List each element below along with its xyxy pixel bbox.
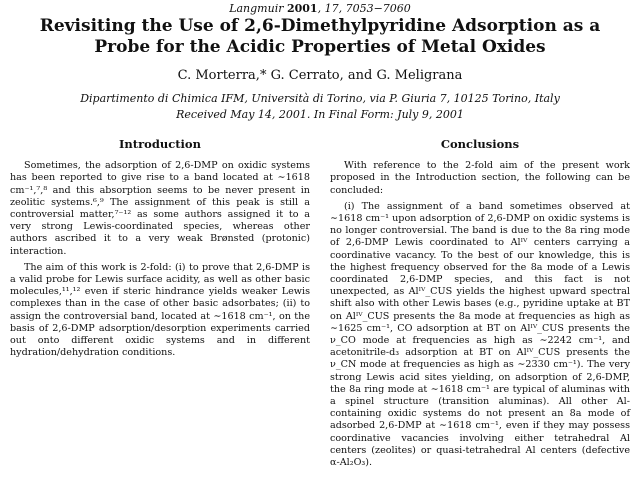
conclusions-section <box>330 138 630 473</box>
conclusions-heading: Conclusions <box>440 137 520 151</box>
introduction-section <box>10 138 310 363</box>
received-dates: Received May 14, 2001. In Final Form: July 9, 2001 <box>176 108 464 121</box>
affiliation: Dipartimento di Chimica IFM, Università di Torino, via P. Giuria 7, 10125 Torino, Italy <box>80 92 560 105</box>
introduction-heading: Introduction <box>119 137 201 151</box>
article-title: Revisiting the Use of 2,6-Dimethylpyridine Adsorption as a Probe for the Acidic Properties of Metal Oxides <box>39 16 601 57</box>
journal-year: 2001 <box>286 2 318 15</box>
journal-citation <box>0 2 640 15</box>
author-list: C. Morterra,* G. Cerrato, and G. Meligrana <box>177 68 463 83</box>
conclusions-paragraph-2: (i) The assignment of a band sometimes observed at ∼1618 cm⁻¹ upon adsorption of 2,6-DMP on oxidic systems is no longer controversial. The band is due to the 8a ring mode of 2,6-DMP Lewis coordinated to Alᴵⱽ centers carrying a coordinative vacancy. To the best of our knowledge, this is the highest frequency observed for the 8a mode of a Lewis coordinated 2,6-DMP species, and this fact is not unexpected, as Alᴵⱽ_CUS yields the highest upward spectral shift also with other Lewis bases (e.g., pyridine uptake at BT on Alᴵⱽ_CUS presents the 8a mode at frequencies as high as ∼1625 cm⁻¹, CO adsorption at BT on Alᴵⱽ_CUS presents the ν_CO mode at frequencies as high as ∼2242 cm⁻¹, and acetonitrile-d₃ adsorption at BT on Alᴵⱽ_CUS presents the ν_CN mode at frequencies as high as ∼2330 cm⁻¹). The very strong Lewis acid sites yielding, on adsorption of 2,6-DMP, the 8a ring mode at ∼1618 cm⁻¹ are typical of aluminas with a spinel structure (transition aluminas). All other Al-containing oxidic systems do not present an 8a mode of adsorbed 2,6-DMP at ∼1618 cm⁻¹, even if they may possess coordinative vacancies involving either tetrahedral Al centers (zeolites) or quasi-tetrahedral Al centers (defective α-Al₂O₃). <box>330 200 630 469</box>
introduction-paragraph-1: Sometimes, the adsorption of 2,6-DMP on oxidic systems has been reported to give rise to a band located at ∼1618 cm⁻¹,⁷,⁸ and this absorption seems to be never present in zeolitic systems.⁶,⁹ The assignment of this peak is still a controversial matter,⁷⁻¹² as some authors assigned it to a very strong Lewis-coordinated species, whereas other authors ascribed it to a very weak Brønsted (protonic) interaction. <box>10 160 310 257</box>
journal-name: Langmuir <box>229 2 284 15</box>
introduction-paragraph-2: The aim of this work is 2-fold: (i) to prove that 2,6-DMP is a valid probe for Lewis surface acidity, as well as other basic molecules,¹¹,¹² even if steric hindrance yields weaker Lewis complexes than in the case of other basic adsorbates; (ii) to assign the controversial band, located at ∼1618 cm⁻¹, on the basis of 2,6-DMP adsorption/desorption experiments carried out onto different oxidic systems and in different hydration/dehydration conditions. <box>10 261 310 359</box>
journal-volume-pages: , 17, 7053−7060 <box>317 2 411 15</box>
conclusions-paragraph-1: With reference to the 2-fold aim of the present work proposed in the Introduction section, the following can be concluded: <box>330 160 630 196</box>
